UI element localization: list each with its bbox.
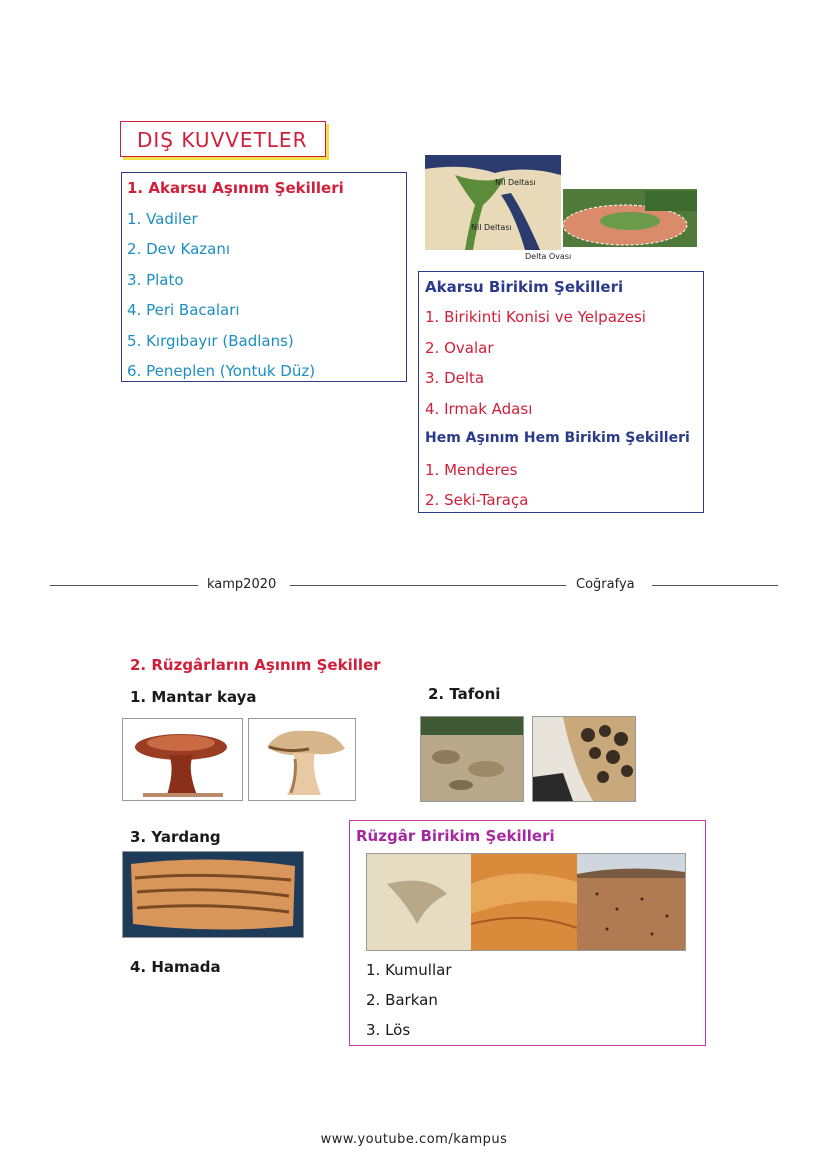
divider-right-label: Coğrafya — [576, 577, 635, 592]
list-item: 2. Seki-Taraça — [425, 491, 529, 509]
list-item: 2. Ovalar — [425, 339, 494, 357]
tafoni-image-1 — [420, 716, 524, 802]
ruzgar-birikim-heading: Rüzgâr Birikim Şekilleri — [356, 827, 555, 845]
hamada-label: 4. Hamada — [130, 958, 221, 976]
list-item: 2. Barkan — [366, 991, 438, 1009]
delta-caption: Delta Ovası — [525, 252, 572, 261]
list-item: 4. Irmak Adası — [425, 400, 533, 418]
akarsu-asinim-heading: 1. Akarsu Aşınım Şekilleri — [127, 179, 344, 197]
tafoni-label: 2. Tafoni — [428, 685, 501, 703]
delta-image — [425, 155, 697, 263]
ruzgar-birikim-image — [366, 853, 686, 951]
ruzgar-birikim-box — [349, 820, 706, 1046]
list-item: 3. Lös — [366, 1021, 411, 1039]
mantar-kaya-image-2 — [248, 718, 356, 801]
ruzgar-asinim-heading: 2. Rüzgârların Aşınım Şekiller — [130, 656, 381, 674]
list-item: 6. Peneplen (Yontuk Düz) — [127, 362, 316, 380]
list-item: 1. Kumullar — [366, 961, 452, 979]
akarsu-birikim-heading: Akarsu Birikim Şekilleri — [425, 278, 624, 296]
tafoni-image-2 — [532, 716, 636, 802]
list-item: 3. Delta — [425, 369, 485, 387]
page-title-box — [120, 121, 326, 157]
list-item: 1. Vadiler — [127, 210, 198, 228]
yardang-label: 3. Yardang — [130, 828, 221, 846]
divider-line-right — [652, 585, 778, 586]
footer-url: www.youtube.com/kampus — [320, 1132, 508, 1147]
akarsu-asinim-box — [121, 172, 407, 382]
mantar-kaya-label: 1. Mantar kaya — [130, 688, 257, 706]
list-item: 1. Birikinti Konisi ve Yelpazesi — [425, 308, 646, 326]
akarsu-birikim-box — [418, 271, 704, 513]
hem-asinim-heading: Hem Aşınım Hem Birikim Şekilleri — [425, 430, 690, 446]
list-item: 3. Plato — [127, 271, 184, 289]
mantar-kaya-image-1 — [122, 718, 243, 801]
list-item: 2. Dev Kazanı — [127, 240, 231, 258]
list-item: 1. Menderes — [425, 461, 518, 479]
divider-left-label: kamp2020 — [207, 577, 277, 592]
divider-line-middle — [290, 585, 566, 586]
list-item: 5. Kırgıbayır (Badlans) — [127, 332, 294, 350]
divider-line-left — [50, 585, 198, 586]
page-title: DIŞ KUVVETLER — [137, 128, 308, 152]
delta-label-top: Nil Deltası — [495, 178, 536, 187]
delta-label-mid: Nil Deltası — [471, 223, 512, 232]
yardang-image — [122, 851, 304, 938]
list-item: 4. Peri Bacaları — [127, 301, 240, 319]
